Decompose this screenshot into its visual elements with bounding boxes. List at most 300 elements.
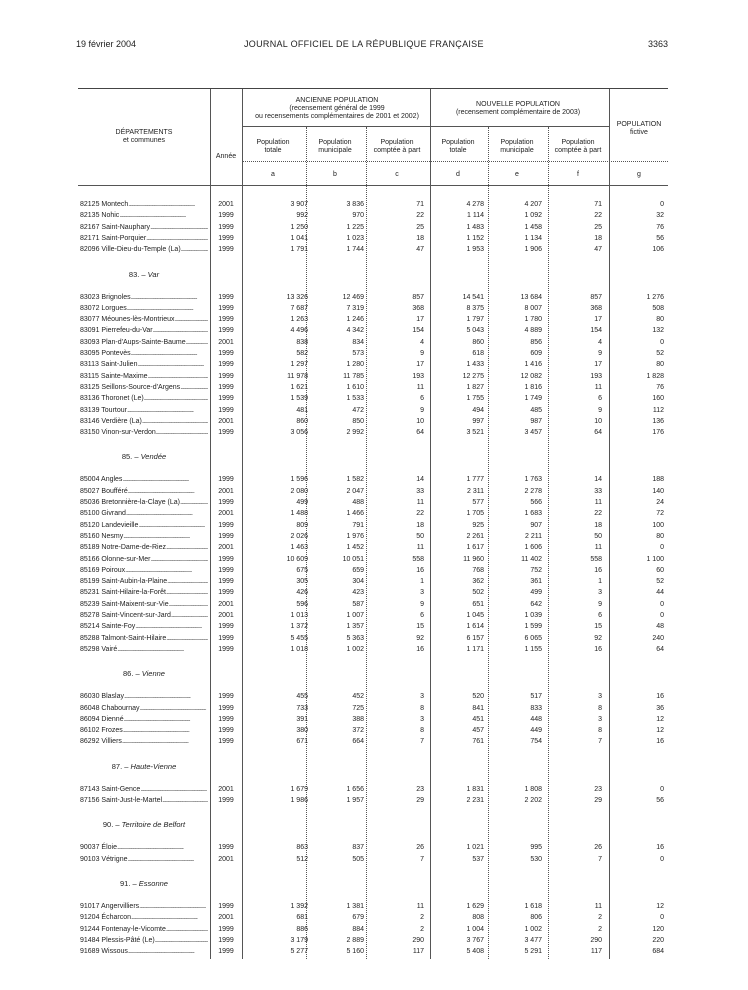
commune-name: 82125 Montech .....: [80, 199, 208, 211]
value-cell-g: 136: [652, 417, 664, 425]
value-cell-a: 1 372: [290, 623, 308, 631]
value-cell-e: 1 458: [524, 223, 542, 231]
value-cell-c: 11: [416, 499, 424, 506]
value-cell-g: 160: [652, 395, 664, 403]
value-cell-a: 3 907: [290, 201, 308, 208]
table-row: [78, 554, 668, 566]
value-cell-c: 290: [412, 936, 424, 944]
value-cell-b: 304: [352, 578, 364, 586]
value-cell-a: 886: [296, 925, 308, 933]
table-row: [78, 303, 668, 315]
value-cell-b: 1 280: [346, 361, 364, 369]
value-cell-a: 733: [296, 704, 308, 712]
annee-cell: 2001: [218, 914, 234, 922]
value-cell-b: 1 610: [346, 383, 364, 391]
commune-name: 85160 Nesmy .....: [80, 531, 208, 543]
value-cell-c: 2: [420, 914, 424, 922]
value-cell-d: 1 831: [466, 785, 484, 793]
value-cell-a: 380: [296, 727, 308, 735]
value-cell-g: 52: [656, 350, 664, 357]
value-cell-e: 6 065: [524, 634, 542, 642]
value-cell-a: 992: [296, 212, 308, 220]
value-cell-d: 1 629: [466, 902, 484, 910]
value-cell-c: 7: [420, 738, 424, 746]
section-title: [78, 669, 210, 678]
annee-cell: 1999: [218, 844, 234, 852]
value-cell-d: 808: [472, 914, 484, 922]
value-cell-d: 1 004: [466, 925, 484, 933]
commune-name: 85166 Olonne-sur-Mer .....: [80, 554, 208, 566]
value-cell-g: 64: [656, 645, 664, 653]
value-cell-a: 3 056: [290, 429, 308, 437]
value-cell-e: 517: [530, 693, 542, 701]
table-row: [78, 565, 668, 577]
value-cell-d: 1 953: [466, 246, 484, 254]
commune-name: 85036 Bretonnière-la-Claye (La) .....: [80, 497, 208, 509]
table-row: [78, 725, 668, 737]
value-cell-a: 391: [296, 715, 308, 723]
commune-name: 83139 Tourtour .....: [80, 405, 208, 417]
value-cell-a: 499: [296, 499, 308, 506]
table-row: [78, 576, 668, 588]
letter-a: a: [271, 171, 275, 178]
value-cell-c: 26: [416, 844, 424, 852]
value-cell-e: 1 749: [524, 395, 542, 403]
value-cell-e: 1 416: [524, 361, 542, 369]
value-cell-b: 1 381: [346, 902, 364, 910]
value-cell-d: 1 827: [466, 383, 484, 391]
value-cell-c: 9: [420, 406, 424, 414]
value-cell-b: 573: [352, 350, 364, 357]
value-cell-e: 609: [530, 350, 542, 357]
section-number: 91. – Essonne: [120, 878, 168, 888]
value-cell-g: 176: [652, 429, 664, 437]
value-cell-e: 13 684: [520, 293, 542, 301]
value-cell-c: 9: [420, 600, 424, 608]
header-title: JOURNAL OFFICIEL DE LA RÉPUBLIQUE FRANÇAISE: [244, 39, 484, 49]
value-cell-a: 681: [296, 914, 308, 922]
commune-name: 86048 Chabournay .....: [80, 703, 208, 715]
value-cell-e: 1 763: [524, 476, 542, 484]
table-row: [78, 199, 668, 211]
annee-cell: 2001: [218, 487, 234, 495]
letter-g: g: [637, 171, 641, 178]
annee-cell: 2001: [218, 510, 234, 518]
value-cell-c: 11: [416, 902, 424, 910]
table-row: [78, 474, 668, 486]
value-cell-g: 12: [656, 727, 664, 735]
value-cell-e: 1 155: [524, 645, 542, 653]
commune-name: 83150 Vinon-sur-Verdon .....: [80, 427, 208, 439]
value-cell-d: 577: [472, 499, 484, 506]
value-cell-g: 0: [660, 855, 664, 863]
value-cell-e: 1 606: [524, 544, 542, 552]
value-cell-e: 1 618: [524, 902, 542, 910]
annee-cell: 1999: [218, 797, 234, 804]
value-cell-a: 5 455: [290, 634, 308, 642]
value-cell-e: 642: [530, 600, 542, 608]
commune-name: 85120 Landevieille .....: [80, 520, 208, 532]
table-row: [78, 348, 668, 360]
annee-cell: 1999: [218, 948, 234, 956]
value-cell-f: 290: [590, 936, 602, 944]
value-cell-b: 10 051: [342, 555, 364, 563]
value-cell-c: 11: [416, 544, 424, 552]
col-a-header: Population totale: [256, 139, 290, 154]
value-cell-a: 455: [296, 693, 308, 701]
value-cell-b: 1 976: [346, 532, 364, 540]
value-cell-b: 1 466: [346, 510, 364, 518]
annee-cell: 2001: [218, 855, 234, 863]
value-cell-b: 725: [352, 704, 364, 712]
annee-cell: 1999: [218, 555, 234, 563]
value-cell-c: 558: [412, 555, 424, 563]
value-cell-f: 17: [594, 316, 602, 324]
value-cell-f: 22: [594, 510, 602, 518]
col-nouvelle-population: NOUVELLE POPULATION (recensement complémentaire de 2003): [455, 101, 581, 116]
value-cell-e: 8 007: [524, 304, 542, 312]
value-cell-d: 1 777: [466, 476, 484, 484]
table-row: [78, 210, 668, 222]
table-row: [78, 714, 668, 726]
commune-name: 91689 Wissous .....: [80, 946, 208, 958]
value-cell-e: 5 291: [524, 948, 542, 956]
table-row: [78, 599, 668, 611]
value-cell-d: 4 278: [466, 201, 484, 208]
value-cell-c: 50: [416, 532, 424, 540]
commune-name: 91204 Écharcon .....: [80, 912, 208, 924]
value-cell-a: 1 621: [290, 383, 308, 391]
annee-cell: 1999: [218, 578, 234, 586]
commune-name: 82135 Nohic .....: [80, 210, 208, 222]
value-cell-a: 512: [296, 855, 308, 863]
value-cell-g: 56: [656, 797, 664, 804]
section-number: 87. – Haute-Vienne: [111, 761, 177, 771]
col-f-header: Population comptée à part: [554, 139, 602, 154]
table-row: [78, 233, 668, 245]
value-cell-g: 0: [660, 914, 664, 922]
value-cell-a: 1 791: [290, 246, 308, 254]
value-cell-e: 449: [530, 727, 542, 735]
value-cell-d: 2 231: [466, 797, 484, 804]
annee-cell: 1999: [218, 589, 234, 597]
value-cell-a: 860: [296, 417, 308, 425]
annee-cell: 1999: [218, 406, 234, 414]
commune-name: 86030 Blaslay .....: [80, 691, 208, 703]
value-cell-f: 3: [598, 693, 602, 701]
value-cell-a: 481: [296, 406, 308, 414]
table-row: [78, 393, 668, 405]
value-cell-d: 1 614: [466, 623, 484, 631]
commune-name: 85278 Saint-Vincent-sur-Jard .....: [80, 610, 208, 622]
value-cell-g: 0: [660, 612, 664, 619]
value-cell-d: 1 617: [466, 544, 484, 552]
value-cell-g: 80: [656, 316, 664, 324]
value-cell-f: 18: [594, 521, 602, 529]
table-row: [78, 935, 668, 947]
value-cell-d: 925: [472, 521, 484, 529]
value-cell-f: 3: [598, 715, 602, 723]
value-cell-g: 100: [652, 521, 664, 529]
value-cell-f: 4: [598, 338, 602, 346]
value-cell-b: 850: [352, 417, 364, 425]
value-cell-b: 1 533: [346, 395, 364, 403]
value-cell-a: 13 326: [286, 293, 308, 301]
value-cell-c: 10: [416, 417, 424, 425]
section-title: [78, 762, 210, 771]
annee-cell: 1999: [218, 212, 234, 220]
section-number: 83. – Var: [128, 269, 160, 279]
value-cell-a: 1 013: [290, 612, 308, 619]
table-row: [78, 946, 668, 958]
commune-name: 83091 Pierrefeu-du-Var .....: [80, 325, 208, 337]
value-cell-f: 11: [594, 383, 602, 391]
value-cell-a: 2 026: [290, 532, 308, 540]
commune-name: 83077 Méounes-lès-Montrieux .....: [80, 314, 208, 326]
table-row: [78, 405, 668, 417]
value-cell-e: 485: [530, 406, 542, 414]
value-cell-a: 671: [296, 738, 308, 746]
value-cell-c: 193: [412, 372, 424, 380]
value-cell-d: 457: [472, 727, 484, 735]
table-row: [78, 610, 668, 622]
value-cell-b: 372: [352, 727, 364, 735]
value-cell-d: 1 021: [466, 844, 484, 852]
value-cell-g: 684: [652, 948, 664, 956]
value-cell-c: 6: [420, 395, 424, 403]
value-cell-f: 9: [598, 600, 602, 608]
annee-cell: 1999: [218, 350, 234, 357]
annee-cell: 1999: [218, 936, 234, 944]
value-cell-f: 11: [594, 499, 602, 506]
value-cell-e: 3 477: [524, 936, 542, 944]
value-cell-g: 80: [656, 532, 664, 540]
value-cell-g: 0: [660, 544, 664, 552]
value-cell-c: 18: [416, 234, 424, 242]
annee-cell: 1999: [218, 738, 234, 746]
value-cell-g: 120: [652, 925, 664, 933]
value-cell-d: 11 960: [463, 555, 484, 563]
value-cell-g: 0: [660, 785, 664, 793]
value-cell-e: 2 202: [524, 797, 542, 804]
value-cell-f: 154: [590, 327, 602, 335]
value-cell-d: 651: [472, 600, 484, 608]
table-row: [78, 644, 668, 656]
value-cell-e: 754: [530, 738, 542, 746]
value-cell-e: 1 599: [524, 623, 542, 631]
value-cell-d: 3 521: [466, 429, 484, 437]
table-row: [78, 784, 668, 796]
col-b-header: Population municipale: [318, 139, 352, 154]
commune-name: 82096 Ville-Dieu-du-Temple (La) .....: [80, 244, 208, 256]
section-number: 86. – Vienne: [123, 669, 165, 679]
value-cell-g: 24: [656, 499, 664, 506]
table-row: [78, 427, 668, 439]
value-cell-g: 240: [652, 634, 664, 642]
commune-name: 85004 Angles .....: [80, 474, 208, 486]
value-cell-f: 16: [594, 566, 602, 574]
annee-cell: 1999: [218, 566, 234, 574]
value-cell-d: 768: [472, 566, 484, 574]
value-cell-c: 16: [416, 566, 424, 574]
value-cell-f: 8: [598, 704, 602, 712]
value-cell-a: 1 986: [290, 797, 308, 804]
value-cell-g: 188: [652, 476, 664, 484]
value-cell-g: 508: [652, 304, 664, 312]
annee-cell: 1999: [218, 372, 234, 380]
value-cell-b: 12 469: [342, 293, 364, 301]
value-cell-f: 23: [594, 785, 602, 793]
value-cell-g: 0: [660, 600, 664, 608]
table-row: [78, 531, 668, 543]
value-cell-b: 1 007: [346, 612, 364, 619]
table-row: [78, 222, 668, 234]
table-row: [78, 497, 668, 509]
value-cell-g: 56: [656, 234, 664, 242]
annee-cell: 1999: [218, 316, 234, 324]
table-row: [78, 520, 668, 532]
table-row: [78, 736, 668, 748]
value-cell-f: 50: [594, 532, 602, 540]
value-cell-e: 566: [530, 499, 542, 506]
value-cell-b: 3 836: [346, 201, 364, 208]
value-cell-g: 76: [656, 383, 664, 391]
value-cell-f: 16: [594, 645, 602, 653]
table-row: [78, 842, 668, 854]
value-cell-c: 17: [416, 361, 424, 369]
table-row: [78, 359, 668, 371]
value-cell-a: 1 041: [290, 234, 308, 242]
commune-name: 87156 Saint-Just-le-Martel .....: [80, 795, 208, 807]
commune-name: 85231 Saint-Hilaire-la-Forêt .....: [80, 587, 208, 599]
annee-cell: 1999: [218, 634, 234, 642]
value-cell-b: 4 342: [346, 327, 364, 335]
value-cell-a: 675: [296, 566, 308, 574]
value-cell-c: 29: [416, 797, 424, 804]
value-cell-a: 10 609: [286, 555, 308, 563]
value-cell-e: 2 278: [524, 487, 542, 495]
table-row: [78, 337, 668, 349]
annee-cell: 1999: [218, 532, 234, 540]
value-cell-f: 857: [590, 293, 602, 301]
table-row: [78, 292, 668, 304]
value-cell-f: 1: [598, 578, 602, 586]
value-cell-g: 1 100: [646, 555, 664, 563]
letter-b: b: [333, 171, 337, 178]
value-cell-f: 26: [594, 844, 602, 852]
value-cell-c: 25: [416, 223, 424, 231]
section-title: [78, 452, 210, 461]
value-cell-e: 12 082: [520, 372, 542, 380]
header-date: 19 février 2004: [76, 39, 137, 49]
value-cell-d: 362: [472, 578, 484, 586]
value-cell-g: 0: [660, 201, 664, 208]
value-cell-e: 3 457: [524, 429, 542, 437]
value-cell-c: 64: [416, 429, 424, 437]
value-cell-a: 1 018: [290, 645, 308, 653]
value-cell-b: 11 785: [343, 372, 364, 380]
value-cell-g: 1 276: [646, 293, 664, 301]
value-cell-f: 193: [590, 372, 602, 380]
value-cell-d: 502: [472, 589, 484, 597]
annee-cell: 1999: [218, 395, 234, 403]
value-cell-d: 1 045: [466, 612, 484, 619]
page-header: [0, 39, 748, 53]
rule: [242, 126, 609, 127]
value-cell-f: 17: [594, 361, 602, 369]
commune-name: 82171 Saint-Porquier .....: [80, 233, 208, 245]
commune-name: 85199 Saint-Aubin-la-Plaine .....: [80, 576, 208, 588]
value-cell-f: 47: [594, 246, 602, 254]
value-cell-d: 5 408: [466, 948, 484, 956]
value-cell-b: 2 992: [346, 429, 364, 437]
value-cell-b: 1 002: [346, 645, 364, 653]
value-cell-b: 2 047: [346, 487, 364, 495]
value-cell-e: 11 402: [521, 555, 542, 563]
value-cell-a: 838: [296, 338, 308, 346]
value-cell-a: 582: [296, 350, 308, 357]
value-cell-c: 22: [416, 510, 424, 518]
value-cell-e: 1 002: [524, 925, 542, 933]
table-row: [78, 703, 668, 715]
value-cell-b: 452: [352, 693, 364, 701]
section-title: [78, 820, 210, 829]
value-cell-c: 17: [416, 316, 424, 324]
value-cell-a: 1 596: [290, 476, 308, 484]
value-cell-b: 1 957: [346, 797, 364, 804]
value-cell-c: 2: [420, 925, 424, 933]
value-cell-d: 14 541: [462, 293, 484, 301]
table-row: [78, 795, 668, 807]
value-cell-f: 9: [598, 350, 602, 357]
annee-cell: 2001: [218, 338, 234, 346]
annee-cell: 1999: [218, 645, 234, 653]
value-cell-c: 71: [416, 201, 424, 208]
table-row: [78, 901, 668, 913]
value-cell-b: 1 246: [346, 316, 364, 324]
value-cell-g: 106: [652, 246, 664, 254]
value-cell-d: 2 261: [466, 532, 484, 540]
value-cell-f: 11: [594, 544, 602, 552]
value-cell-a: 1 392: [290, 902, 308, 910]
value-cell-b: 1 656: [346, 785, 364, 793]
commune-name: 83095 Pontevès .....: [80, 348, 208, 360]
value-cell-e: 1 906: [524, 246, 542, 254]
value-cell-e: 806: [530, 914, 542, 922]
value-cell-g: 32: [656, 212, 664, 220]
value-cell-c: 154: [412, 327, 424, 335]
value-cell-f: 117: [590, 948, 602, 956]
commune-name: 85027 Boufféré .....: [80, 486, 208, 498]
table-row: [78, 244, 668, 256]
table-row: [78, 924, 668, 936]
value-cell-a: 7 687: [290, 304, 308, 312]
value-cell-g: 132: [652, 327, 664, 335]
value-cell-c: 47: [416, 246, 424, 254]
commune-name: 91017 Angervilliers .....: [80, 901, 208, 913]
commune-name: 83023 Brignoles .....: [80, 292, 208, 304]
commune-name: 85100 Givrand .....: [80, 508, 208, 520]
value-cell-f: 33: [594, 487, 602, 495]
value-cell-a: 596: [296, 600, 308, 608]
value-cell-e: 361: [530, 578, 542, 586]
value-cell-b: 1 225: [346, 223, 364, 231]
value-cell-b: 1 582: [346, 476, 364, 484]
value-cell-c: 14: [416, 476, 424, 484]
value-cell-b: 388: [352, 715, 364, 723]
value-cell-a: 1 679: [290, 785, 308, 793]
annee-cell: 2001: [218, 600, 234, 608]
